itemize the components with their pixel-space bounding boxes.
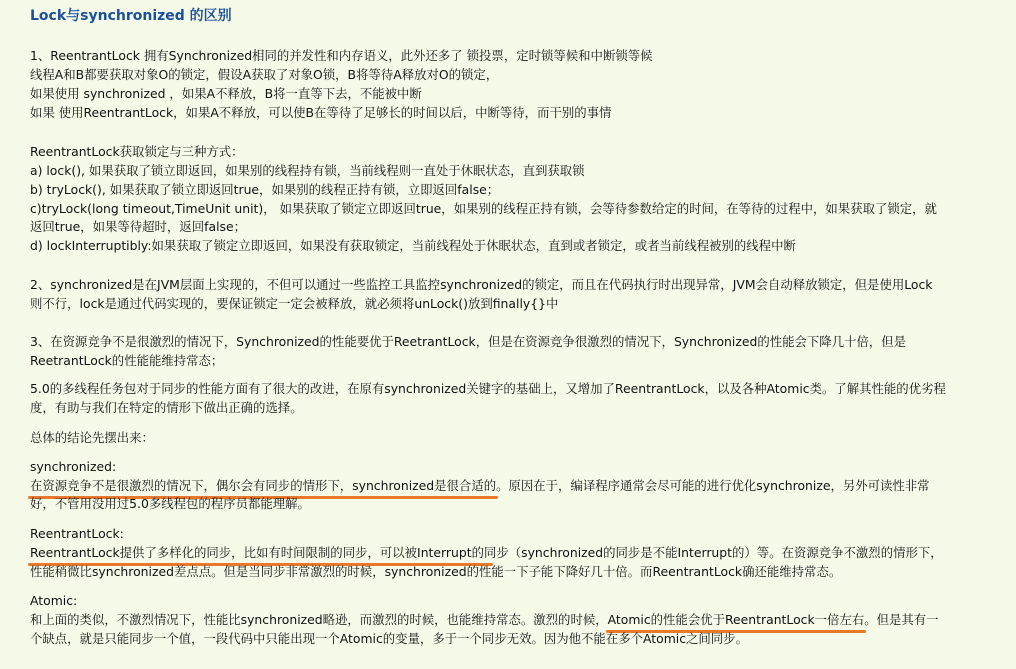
text-line: 1、ReentrantLock 拥有Synchronized相同的并发性和内存语义，此外还多了 锁投票，定时锁等候和中断锁等候: [30, 48, 653, 63]
text-span: 等。在资源竞争不激烈的情形下，: [756, 545, 943, 560]
text-line: a) lock(), 如果获取了锁立即返回，如果别的线程持有锁，当前线程则一直处于休眠状态，直到获取锁: [30, 163, 585, 178]
text-line: c)tryLock(long timeout,TimeUnit unit)， 如果获取了锁定立即返回true，如果别的线程正持有锁，会等待参数给定的时间，在等待的过程中，如果获取了锁定，就: [30, 201, 937, 216]
text-line: b) tryLock(), 如果获取了锁立即返回true，如果别的线程正持有锁，立即返回false；: [30, 182, 500, 197]
text-line: 如果使用 synchronized ，如果A不释放，B将一直等下去，不能被中断: [30, 86, 422, 101]
text-line: 好，不管用没用过5.0多线程包的程序员都能理解。: [30, 496, 310, 511]
highlighted-text: 在资源竞争不是很激烈的情况下，偶尔会有同步的情形下，synchronized是很合适的: [30, 478, 496, 493]
text-line: 返回true，如果等待超时，返回false；: [30, 219, 246, 234]
text-span: 。但是其有一: [864, 612, 939, 627]
text-line: 5.0的多线程任务包对于同步的性能方面有了很大的改进，在原有synchronized关键字的基础上，又增加了ReentrantLock，以及各种Atomic类。了解其性能的优劣程: [30, 381, 946, 396]
text-line: 如果 使用ReentrantLock，如果A不释放，可以使B在等待了足够长的时间以后，中断等待，而干别的事情: [30, 105, 612, 120]
highlighted-text: Atomic的性能会优于ReentrantLock一倍左右: [608, 612, 865, 627]
text-line: 3、在资源竞争不是很激烈的情况下，Synchronized的性能要优于ReetrantLock，但是在资源竞争很激烈的情况下，Synchronized的性能会下降几十倍，但是: [30, 334, 907, 349]
text-line: [30, 544, 943, 561]
text-line: ReentrantLock获取锁定与三种方式：: [30, 144, 244, 159]
text-line: 2、synchronized是在JVM层面上实现的，不但可以通过一些监控工具监控synchronized的锁定，而且在代码执行时出现异常，JVM会自动释放锁定，但是使用Lock: [30, 277, 933, 292]
text-line: [30, 477, 930, 494]
text-span: 。原因在于，编译程序通常会尽可能的进行优化synchronize，另外可读性非常: [496, 478, 930, 493]
page-title: Lock与synchronized 的区别: [30, 8, 232, 24]
text-line: 总体的结论先摆出来：: [30, 430, 154, 445]
text-span: 和上面的类似，不激烈情况下，性能比synchronized略逊，而激烈的时候，也能维持常态。激烈的时候，: [30, 612, 608, 627]
section-heading-reentrantlock: ReentrantLock:: [30, 526, 124, 541]
section-heading-atomic: Atomic:: [30, 593, 78, 608]
text-line: ReetrantLock的性能能维持常态；: [30, 353, 224, 368]
text-line: 度，有助与我们在特定的情形下做出正确的选择。: [30, 400, 303, 415]
text-line: 性能稍微比synchronized差点点。但是当同步非常激烈的时候，synchronized的性能一下子能下降好几十倍。而ReentrantLock确还能维持常态。: [30, 564, 842, 579]
text-line: [30, 611, 939, 628]
text-line: 个缺点，就是只能同步一个值，一段代码中只能出现一个Atomic的变量，多于一个同步无效。因为他不能在多个Atomic之间同步。: [30, 631, 748, 646]
highlighted-text: ReentrantLock提供了多样化的同步，比如有时间限制的同步，可以被Interrupt的同步（synchronized的同步是不能Interrupt的）: [30, 545, 757, 560]
section-heading-synchronized: synchronized:: [30, 459, 117, 474]
text-line: d) lockInterruptibly:如果获取了锁定立即返回，如果没有获取锁定，当前线程处于休眠状态，直到或者锁定，或者当前线程被别的线程中断: [30, 238, 796, 253]
text-line: 则不行，lock是通过代码实现的，要保证锁定一定会被释放，就必须将unLock()放到finally{}中: [30, 296, 559, 311]
text-line: 线程A和B都要获取对象O的锁定，假设A获取了对象O锁，B将等待A释放对O的锁定，: [30, 67, 499, 82]
